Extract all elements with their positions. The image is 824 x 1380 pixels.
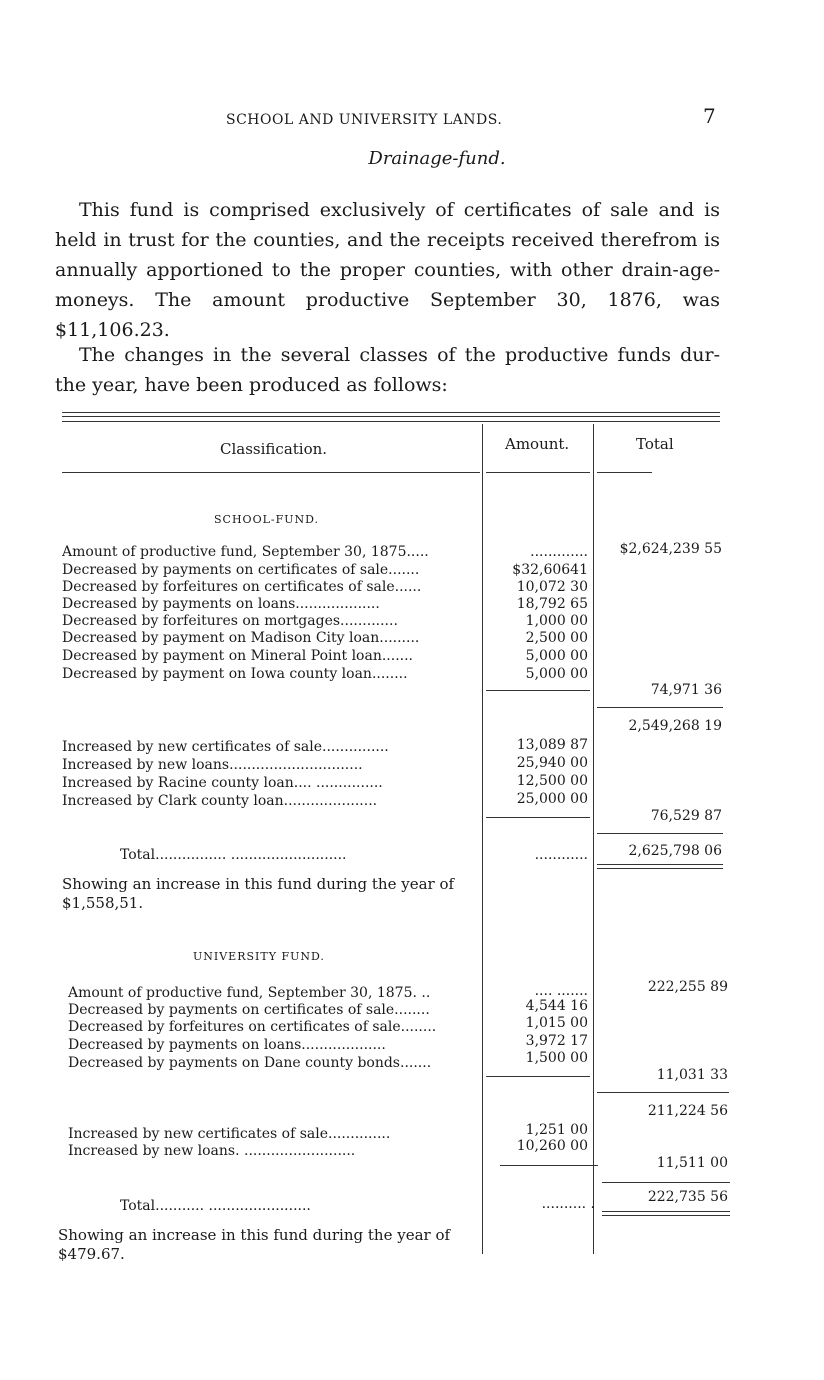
subtotal-rule <box>597 707 723 708</box>
table-row-amount: 1,000 00 <box>525 613 588 629</box>
total-double-rule <box>597 864 723 865</box>
table-row-amount: 3,972 17 <box>525 1033 588 1049</box>
column-divider <box>593 424 594 1254</box>
total-double-rule <box>602 1211 730 1212</box>
table-row-label: Increased by new certificates of sale............... <box>62 739 389 755</box>
subtotal-rule <box>500 1165 598 1166</box>
table-row-amount: 13,089 87 <box>516 737 588 753</box>
decrease-total: 11,031 33 <box>656 1067 728 1083</box>
total-double-rule <box>602 1215 730 1216</box>
table-row-amount: 2,500 00 <box>525 630 588 646</box>
subtotal-rule <box>597 833 723 834</box>
table-row-label: Decreased by payments on loans................... <box>62 596 380 612</box>
section-title: Drainage-fund. <box>368 148 506 169</box>
table-row-amount: 1,015 00 <box>525 1015 588 1031</box>
header-bottom-rule <box>62 472 480 473</box>
table-row-amount: 1,251 00 <box>525 1122 588 1138</box>
table-row-label: Decreased by payments on loans................... <box>68 1037 386 1053</box>
table-row-label: Decreased by payments on Dane county bonds....... <box>68 1055 432 1071</box>
table-row-label: Increased by Clark county loan..................... <box>62 793 378 809</box>
table-row-label: Decreased by payments on certificates of sale........ <box>68 1002 430 1018</box>
column-header-amount: Amount. <box>505 435 570 453</box>
subtotal-rule <box>486 1076 590 1077</box>
university-fund-heading: UNIVERSITY FUND. <box>193 950 325 963</box>
table-row-amount: 10,260 00 <box>516 1138 588 1154</box>
table-row-label: Decreased by forfeitures on certificates of sale........ <box>68 1019 437 1035</box>
table-row-label: Decreased by payment on Mineral Point loan....... <box>62 648 413 664</box>
table-row-label: Decreased by payments on certificates of sale....... <box>62 562 420 578</box>
decrease-total: 74,971 36 <box>650 682 722 698</box>
table-row-amount: 25,940 00 <box>516 755 588 771</box>
increase-total: 11,511 00 <box>656 1155 728 1171</box>
table-row-amount: 18,792 65 <box>516 596 588 612</box>
table-top-rule <box>62 421 720 422</box>
table-row-amount: .... ....... <box>534 983 588 999</box>
table-row-label: Decreased by forfeitures on certificates of sale...... <box>62 579 422 595</box>
school-fund-total-label: Total................ .......................... <box>120 847 347 863</box>
university-fund-total-label: Total........... ....................... <box>120 1198 311 1214</box>
table-row-amount: 1,500 00 <box>525 1050 588 1066</box>
table-top-rule <box>62 412 720 413</box>
table-row-total: $2,624,239 55 <box>619 541 722 557</box>
table-row-amount: 25,000 00 <box>516 791 588 807</box>
table-row-label: Decreased by payment on Madison City loan......... <box>62 630 420 646</box>
table-row-label: Amount of productive fund, September 30, 1875..... <box>62 544 429 560</box>
table-row-amount: 5,000 00 <box>525 666 588 682</box>
table-row-label: Increased by new certificates of sale.............. <box>68 1126 391 1142</box>
subtotal-rule <box>597 1092 729 1093</box>
header-bottom-rule <box>597 472 652 473</box>
table-row-amount: ............. <box>530 544 588 560</box>
university-fund-subtotal: 211,224 56 <box>647 1103 728 1119</box>
school-fund-heading: SCHOOL-FUND. <box>214 513 320 526</box>
school-fund-note: Showing an increase in this fund during the year of $1,558,51. <box>62 875 455 912</box>
university-fund-note: Showing an increase in this fund during the year of $479.67. <box>58 1226 451 1263</box>
increase-total: 76,529 87 <box>650 808 722 824</box>
table-row-label: Increased by Racine county loan.... ............... <box>62 775 383 791</box>
table-row-label: Amount of productive fund, September 30, 1875. .. <box>68 985 431 1001</box>
table-row-label: Decreased by forfeitures on mortgages............. <box>62 613 398 629</box>
table-row-amount: 4,544 16 <box>525 998 588 1014</box>
table-row-amount: 5,000 00 <box>525 648 588 664</box>
school-fund-total-amount: ............ <box>534 847 588 863</box>
paragraph-changes: The changes in the several classes of the productive funds dur-the year, have been produced as follows: <box>55 344 720 396</box>
column-header-total: Total <box>636 435 674 453</box>
page-number: 7 <box>703 104 716 128</box>
running-title: SCHOOL AND UNIVERSITY LANDS. <box>226 112 503 128</box>
subtotal-rule <box>486 817 590 818</box>
university-fund-total-amount: .......... . <box>541 1196 595 1212</box>
table-top-rule <box>62 416 720 417</box>
table-row-amount: 12,500 00 <box>516 773 588 789</box>
header-bottom-rule <box>486 472 590 473</box>
column-header-classification: Classification. <box>220 440 328 458</box>
table-row-amount: $32,60641 <box>512 562 588 578</box>
table-row-label: Decreased by payment on Iowa county loan........ <box>62 666 408 682</box>
paragraph-drainage-fund: This fund is comprised exclusively of certificates of sale and is held in trust for the counties, and the receipts received therefrom is annually apportioned to the proper counties, with other drain-age-moneys. The amount productive September 30, 1876, was $11,106.23. <box>55 199 720 341</box>
subtotal-rule <box>486 690 590 691</box>
school-fund-total: 2,625,798 06 <box>628 843 722 859</box>
table-row-label: Increased by new loans. ......................... <box>68 1143 356 1159</box>
table-row-amount: 10,072 30 <box>516 579 588 595</box>
subtotal-rule <box>602 1182 730 1183</box>
university-fund-total: 222,735 56 <box>647 1189 728 1205</box>
school-fund-subtotal: 2,549,268 19 <box>628 718 722 734</box>
total-double-rule <box>597 868 723 869</box>
table-row-total: 222,255 89 <box>647 979 728 995</box>
table-row-label: Increased by new loans.............................. <box>62 757 363 773</box>
